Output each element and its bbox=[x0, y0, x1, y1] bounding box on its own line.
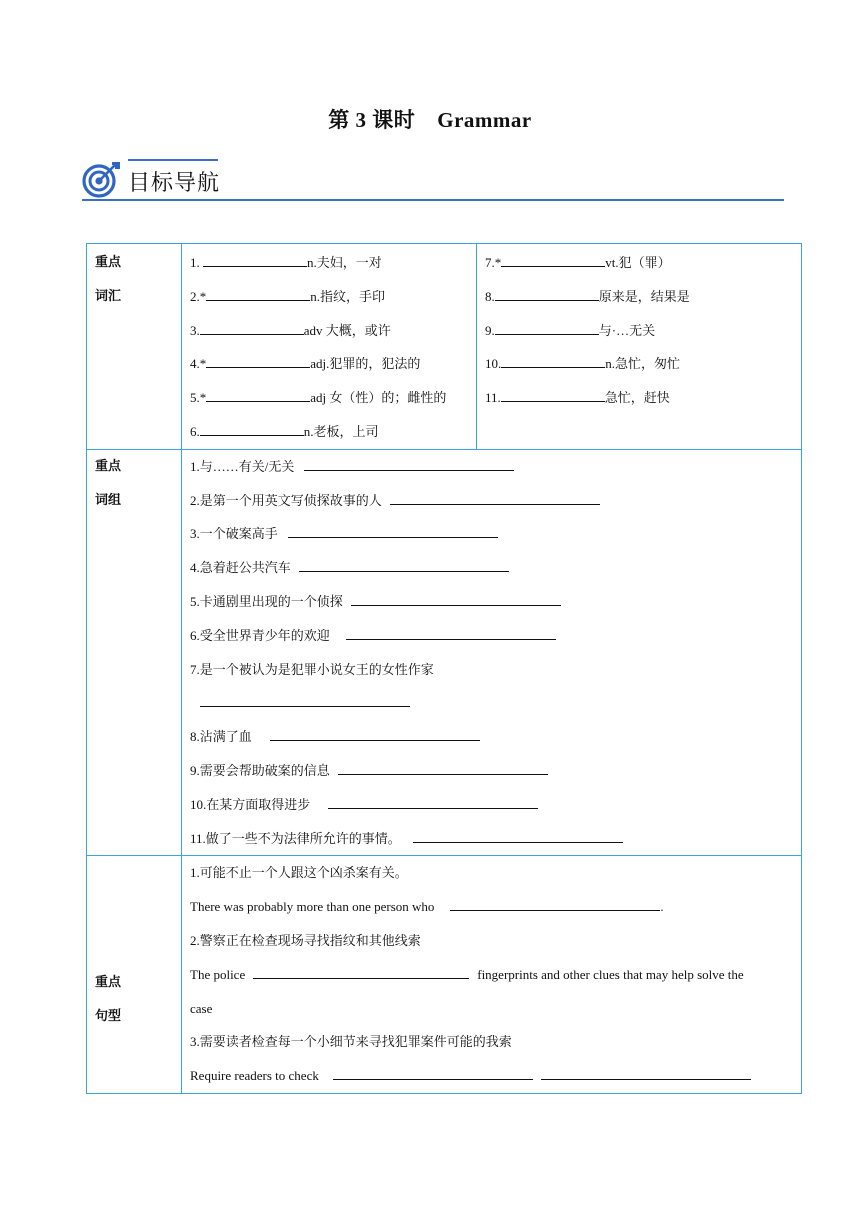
sentence-cn: 3.需要读者检查每一个小细节来寻找犯罪案件可能的我索 bbox=[190, 1034, 512, 1050]
vocab-item bbox=[485, 246, 801, 280]
phrase-item bbox=[190, 450, 801, 484]
vocab-meaning: 急忙，赶快 bbox=[604, 390, 670, 406]
phrase-item-continued bbox=[190, 686, 801, 720]
vocab-left-column bbox=[182, 244, 477, 450]
phrase-item bbox=[190, 653, 801, 687]
answer-blank[interactable] bbox=[270, 726, 480, 741]
answer-blank[interactable] bbox=[200, 692, 410, 707]
phrase-item bbox=[190, 551, 801, 585]
vocab-item bbox=[485, 314, 801, 348]
sentence-en-continued: case bbox=[190, 1000, 213, 1016]
phrase-text: 7.是一个被认为是犯罪小说女王的女性作家 bbox=[190, 661, 434, 677]
vocab-meaning: n.急忙，匆忙 bbox=[605, 356, 681, 372]
vocab-item bbox=[190, 381, 476, 415]
sentence-en bbox=[190, 890, 801, 924]
vocab-number: 8. bbox=[485, 288, 495, 304]
vocab-meaning: 原来是，结果是 bbox=[598, 288, 690, 304]
answer-blank[interactable] bbox=[206, 286, 310, 301]
answer-blank[interactable] bbox=[501, 353, 605, 368]
page-title bbox=[0, 104, 860, 134]
phrases-row bbox=[87, 449, 802, 856]
sentence-en bbox=[190, 958, 801, 992]
answer-blank[interactable] bbox=[413, 828, 623, 843]
vocab-row bbox=[87, 244, 802, 450]
vocab-meaning: n.指纹，手印 bbox=[310, 288, 386, 304]
study-table bbox=[86, 243, 802, 1094]
phrases-header-line2: 词组 bbox=[95, 492, 122, 508]
phrase-text: 6.受全世界青少年的欢迎 bbox=[190, 627, 330, 643]
vocab-meaning: 与·…无关 bbox=[598, 322, 656, 338]
answer-blank[interactable] bbox=[541, 1065, 751, 1080]
vocab-number: 11. bbox=[485, 390, 501, 406]
answer-blank[interactable] bbox=[328, 794, 538, 809]
sentence-cn: 2.警察正在检查现场寻找指纹和其他线索 bbox=[190, 932, 421, 948]
vocab-number: 9. bbox=[485, 322, 495, 338]
sentence-cn: 1.可能不止一个人跟这个凶杀案有关。 bbox=[190, 865, 408, 881]
vocab-item bbox=[485, 280, 801, 314]
phrase-item bbox=[190, 720, 801, 754]
vocab-meaning: adj 女（性）的；雌性的 bbox=[310, 390, 447, 406]
vocab-number: 6. bbox=[190, 423, 200, 439]
vocab-number: 5.* bbox=[190, 390, 207, 406]
vocab-number: 1. bbox=[190, 255, 203, 270]
phrase-text: 10.在某方面取得进步 bbox=[190, 796, 311, 812]
phrase-text: 2.是第一个用英文写侦探故事的人 bbox=[190, 492, 382, 508]
vocab-item bbox=[190, 280, 476, 314]
phrase-item bbox=[190, 754, 801, 788]
heading-rule bbox=[82, 199, 784, 201]
title-lesson: 第 3 课时 bbox=[328, 108, 416, 132]
sentences-header-line1: 重点 bbox=[95, 974, 122, 990]
phrase-text: 1.与……有关/无关 bbox=[190, 458, 295, 474]
answer-blank[interactable] bbox=[304, 456, 514, 471]
phrases-header bbox=[87, 449, 182, 856]
sentence-en-text: The police bbox=[190, 966, 246, 982]
vocab-item bbox=[190, 246, 476, 280]
sentence-en-text: Require readers to check bbox=[190, 1068, 319, 1084]
answer-blank[interactable] bbox=[203, 252, 307, 267]
section-heading-label: 目标导航 bbox=[128, 171, 221, 196]
answer-blank[interactable] bbox=[299, 557, 509, 572]
vocab-header-line2: 词汇 bbox=[95, 289, 122, 304]
vocab-item bbox=[485, 347, 801, 381]
vocab-meaning: adv 大概，或许 bbox=[303, 322, 391, 338]
vocab-number: 4.* bbox=[190, 356, 207, 372]
vocab-item bbox=[190, 314, 476, 348]
phrase-text: 5.卡通剧里出现的一个侦探 bbox=[190, 593, 343, 609]
answer-blank[interactable] bbox=[206, 353, 310, 368]
sentences-header bbox=[87, 856, 182, 1094]
phrase-text: 4.急着赶公共汽车 bbox=[190, 560, 291, 576]
vocab-item bbox=[190, 347, 476, 381]
vocab-meaning: adj.犯罪的，犯法的 bbox=[310, 356, 421, 372]
answer-blank[interactable] bbox=[495, 286, 599, 301]
answer-blank[interactable] bbox=[338, 760, 548, 775]
vocab-header-line1: 重点 bbox=[95, 255, 122, 270]
title-topic: Grammar bbox=[437, 108, 532, 132]
heading-top-line bbox=[128, 159, 218, 161]
sentence-period: . bbox=[660, 899, 664, 915]
vocab-number: 2.* bbox=[190, 288, 207, 304]
answer-blank[interactable] bbox=[200, 421, 304, 436]
vocab-number: 10. bbox=[485, 356, 502, 372]
vocab-number: 7.* bbox=[485, 255, 502, 270]
sentence-en bbox=[190, 1059, 801, 1093]
phrases-column bbox=[182, 449, 802, 856]
answer-blank[interactable] bbox=[288, 523, 498, 538]
vocab-number: 3. bbox=[190, 322, 200, 338]
vocab-meaning: vt.犯（罪） bbox=[605, 255, 671, 270]
sentences-column bbox=[182, 856, 802, 1094]
answer-blank[interactable] bbox=[501, 387, 605, 402]
phrase-item bbox=[190, 517, 801, 551]
answer-blank[interactable] bbox=[501, 252, 605, 267]
answer-blank[interactable] bbox=[450, 896, 660, 911]
phrase-item bbox=[190, 484, 801, 518]
answer-blank[interactable] bbox=[351, 591, 561, 606]
phrase-text: 3.一个破案高手 bbox=[190, 526, 278, 542]
phrase-item bbox=[190, 585, 801, 619]
sentence-en-text: fingerprints and other clues that may help solve the bbox=[477, 966, 744, 982]
vocab-meaning: n.夫妇，一对 bbox=[307, 255, 382, 270]
phrases-header-line1: 重点 bbox=[95, 458, 122, 474]
phrase-item bbox=[190, 788, 801, 822]
answer-blank[interactable] bbox=[495, 320, 599, 335]
answer-blank[interactable] bbox=[346, 625, 556, 640]
answer-blank[interactable] bbox=[390, 490, 600, 505]
vocab-header bbox=[87, 244, 182, 450]
vocab-item bbox=[485, 381, 801, 415]
sentences-row bbox=[87, 856, 802, 1094]
vocab-item bbox=[190, 415, 476, 449]
target-icon bbox=[82, 160, 122, 198]
phrase-text: 11.做了一些不为法律所允许的事情。 bbox=[190, 830, 401, 846]
answer-blank[interactable] bbox=[206, 387, 310, 402]
phrase-item bbox=[190, 619, 801, 653]
sentences-header-line2: 句型 bbox=[95, 1008, 122, 1024]
phrase-text: 9.需要会帮助破案的信息 bbox=[190, 762, 330, 778]
vocab-meaning: n.老板，上司 bbox=[303, 423, 379, 439]
section-heading bbox=[82, 158, 784, 204]
phrase-text: 8.沾满了血 bbox=[190, 729, 252, 745]
answer-blank[interactable] bbox=[253, 964, 469, 979]
vocab-right-column bbox=[477, 244, 802, 450]
phrase-item bbox=[190, 822, 801, 856]
answer-blank[interactable] bbox=[333, 1065, 533, 1080]
answer-blank[interactable] bbox=[200, 320, 304, 335]
sentence-en-text: There was probably more than one person who bbox=[190, 899, 435, 915]
